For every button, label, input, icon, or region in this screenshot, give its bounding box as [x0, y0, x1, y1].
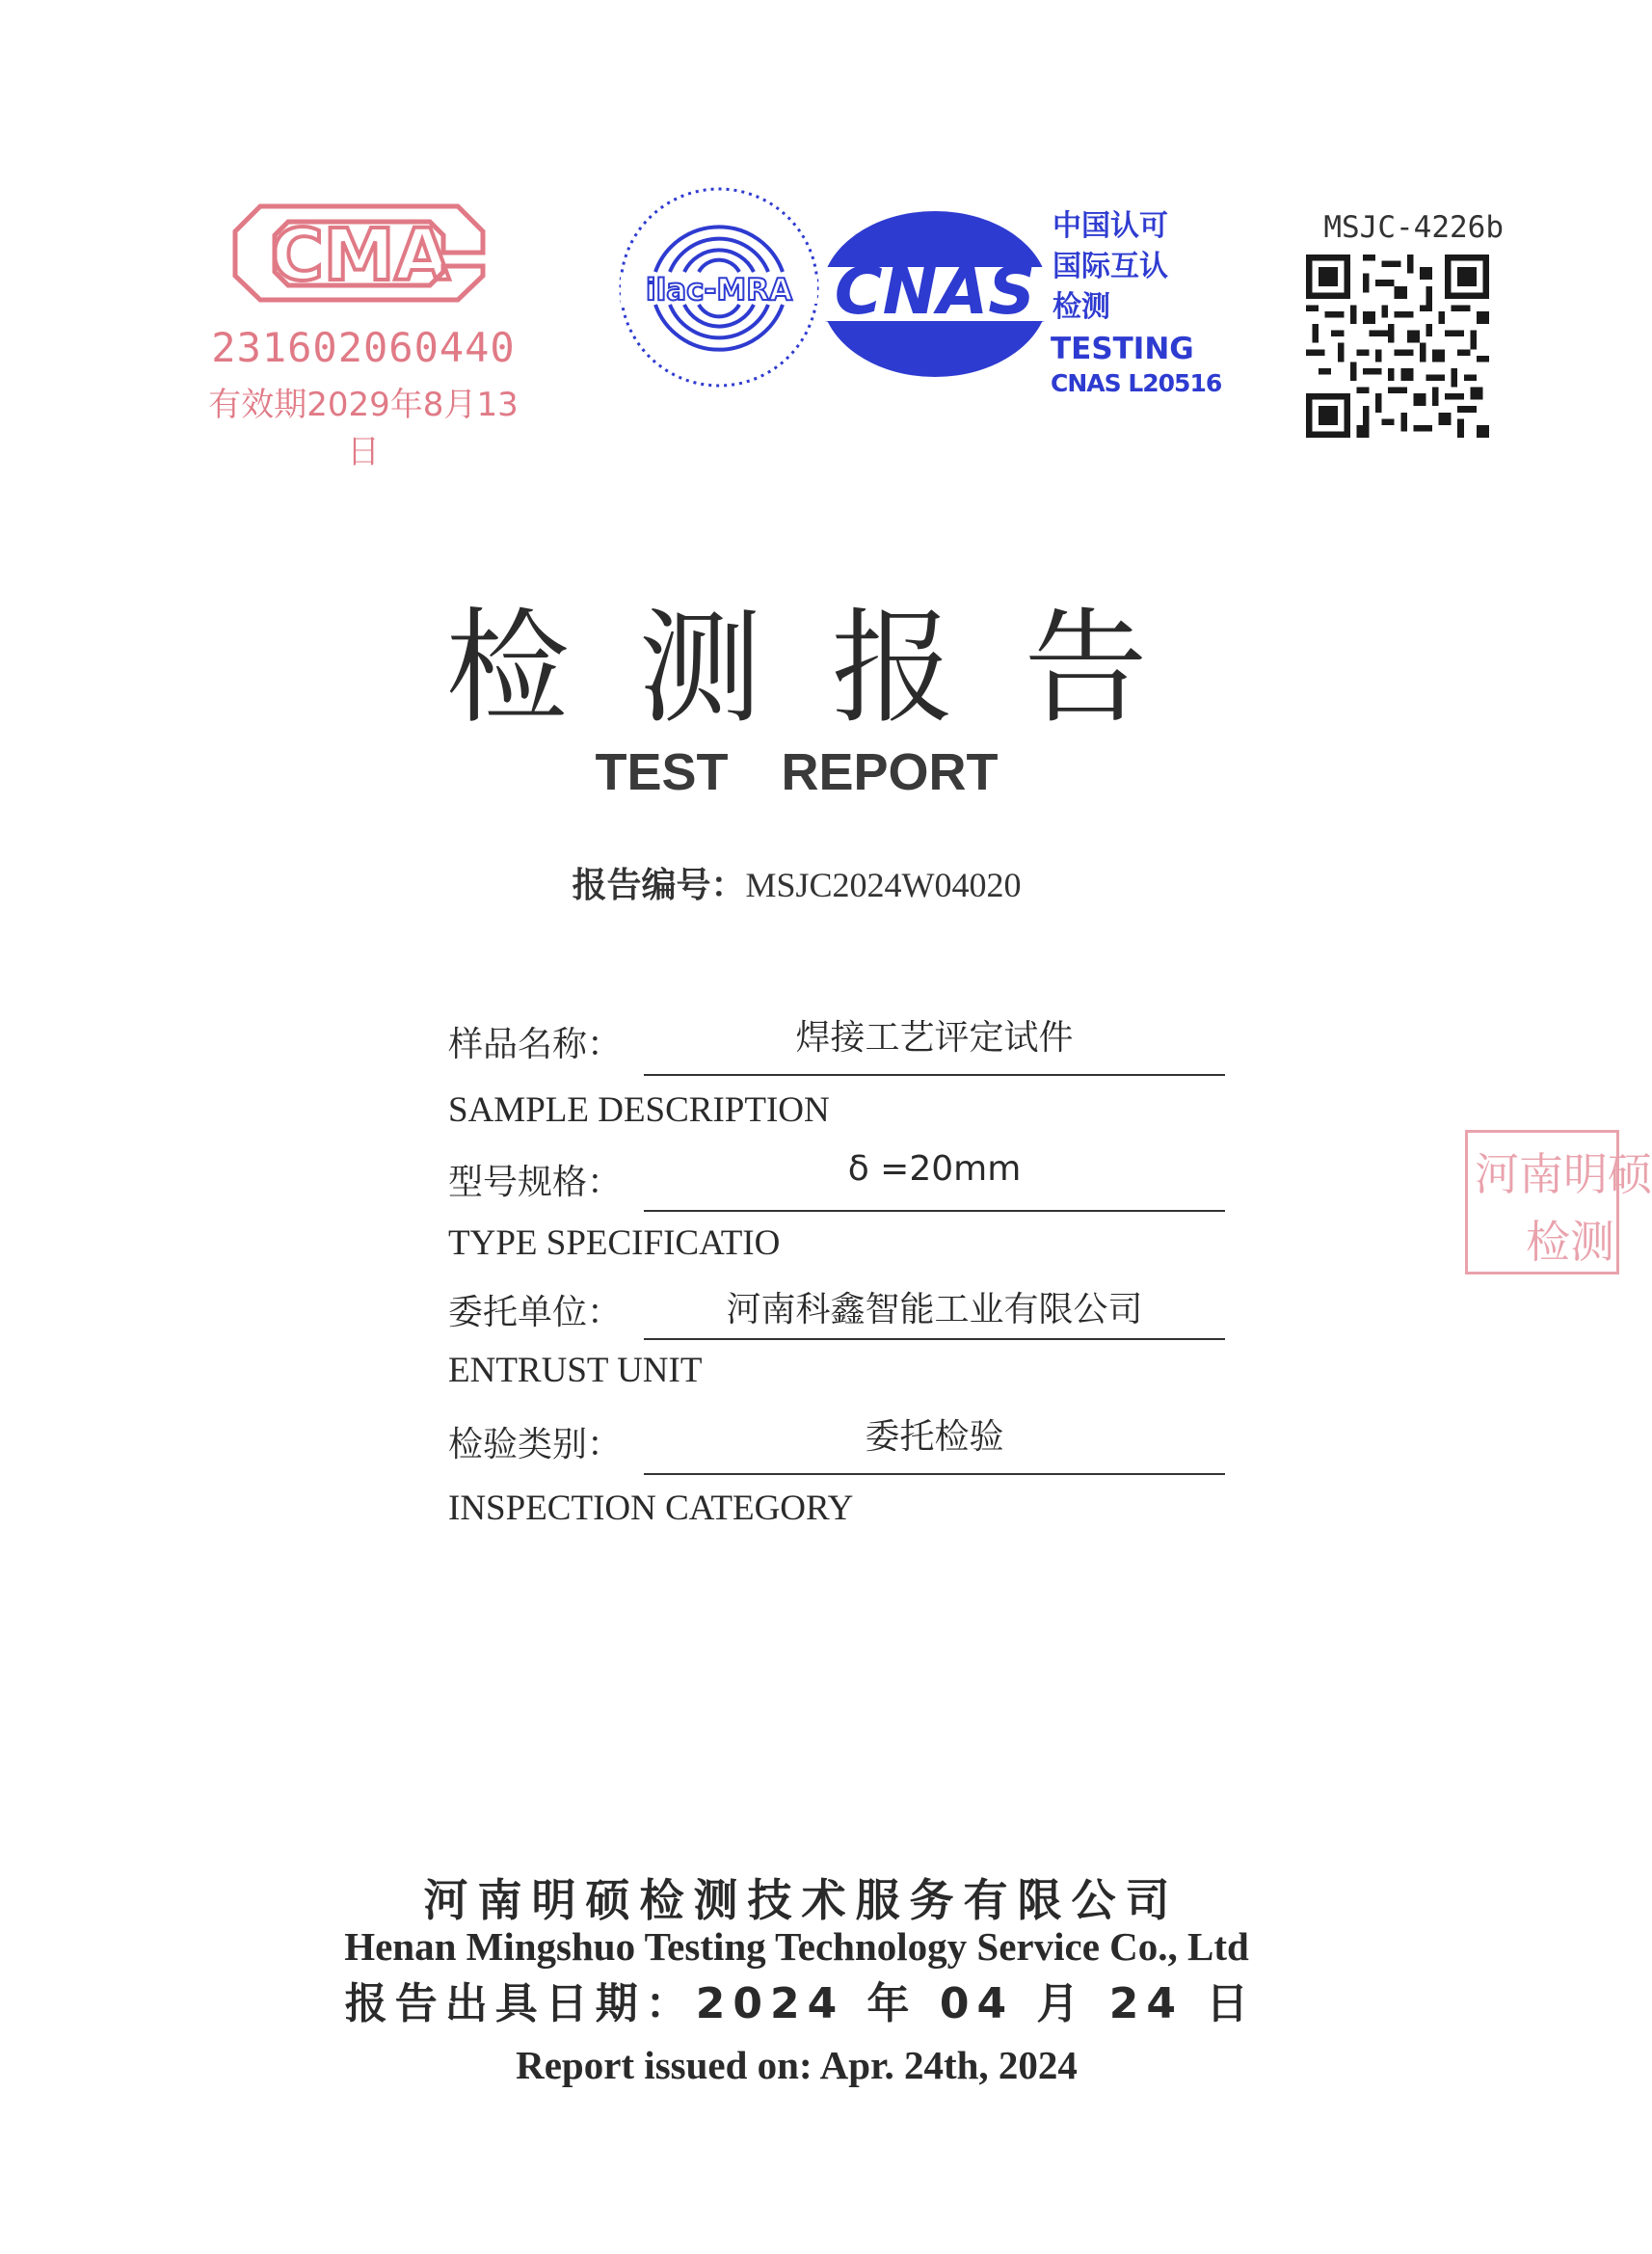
cnas-recognition-text-1: 中国认可 — [1052, 209, 1168, 243]
report-title-en: TEST REPORT — [595, 743, 999, 801]
cnas-recognition-text-3: 检测 — [1052, 290, 1110, 324]
cnas-testing-label: TESTING — [1051, 332, 1194, 366]
report-number-value: MSJC2024W04020 — [745, 866, 1022, 904]
company-name-cn: 河南明硕检测技术服务有限公司 — [423, 1874, 1180, 1926]
cma-logo-icon — [231, 202, 487, 304]
cma-validity-date: 有效期2029年8月13日 — [208, 386, 519, 471]
sample-description-label-en: SAMPLE DESCRIPTION — [448, 1090, 830, 1130]
side-stamp-text-1: 河南明硕 — [1475, 1148, 1652, 1200]
inspection-category-label: 检验类别： — [448, 1425, 623, 1464]
company-name-en: Henan Mingshuo Testing Technology Service Co., Ltd — [344, 1924, 1249, 1969]
issue-date-en: Report issued on: Apr. 24th, 2024 — [516, 2043, 1078, 2087]
qr-code-icon — [1306, 254, 1489, 439]
inspection-category-label-en: INSPECTION CATEGORY — [448, 1489, 854, 1528]
inspection-category-underline — [644, 1473, 1225, 1475]
report-title-cn: 检测报告 — [445, 597, 1217, 740]
sample-description-value: 焊接工艺评定试件 — [795, 1018, 1074, 1058]
ilac-logo-text: ilac-MRA — [645, 273, 793, 308]
sample-description-underline — [644, 1074, 1225, 1076]
cma-logo-text: CMA — [271, 214, 450, 297]
cnas-logo-text: CNAS — [834, 254, 1036, 330]
entrust-unit-underline — [644, 1338, 1225, 1340]
type-specification-label: 型号规格： — [448, 1163, 623, 1202]
entrust-unit-label-en: ENTRUST UNIT — [448, 1351, 703, 1390]
ilac-mra-seal-icon — [617, 185, 821, 389]
entrust-unit-label: 委托单位： — [448, 1293, 623, 1332]
report-number — [0, 858, 1593, 907]
issue-date-cn: 报告出具日期：2024 年 04 月 24 日 — [344, 1979, 1257, 2028]
inspection-category-value: 委托检验 — [865, 1417, 1004, 1457]
cma-certificate-number: 231602060440 — [211, 324, 516, 371]
cnas-logo-icon — [819, 207, 1051, 381]
report-number-label: 报告编号： — [572, 866, 746, 905]
type-specification-value: δ =20mm — [847, 1149, 1022, 1189]
cnas-recognition-text-2: 国际互认 — [1052, 250, 1168, 283]
sample-description-label: 样品名称： — [448, 1025, 623, 1064]
entrust-unit-value: 河南科鑫智能工业有限公司 — [726, 1290, 1143, 1329]
type-specification-label-en: TYPE SPECIFICATIO — [448, 1223, 781, 1263]
type-specification-underline — [644, 1210, 1225, 1212]
cnas-accreditation-number: CNAS L20516 — [1051, 369, 1222, 397]
qr-code-label: MSJC-4226b — [1323, 210, 1504, 245]
side-stamp-text-2: 检测 — [1526, 1216, 1614, 1268]
